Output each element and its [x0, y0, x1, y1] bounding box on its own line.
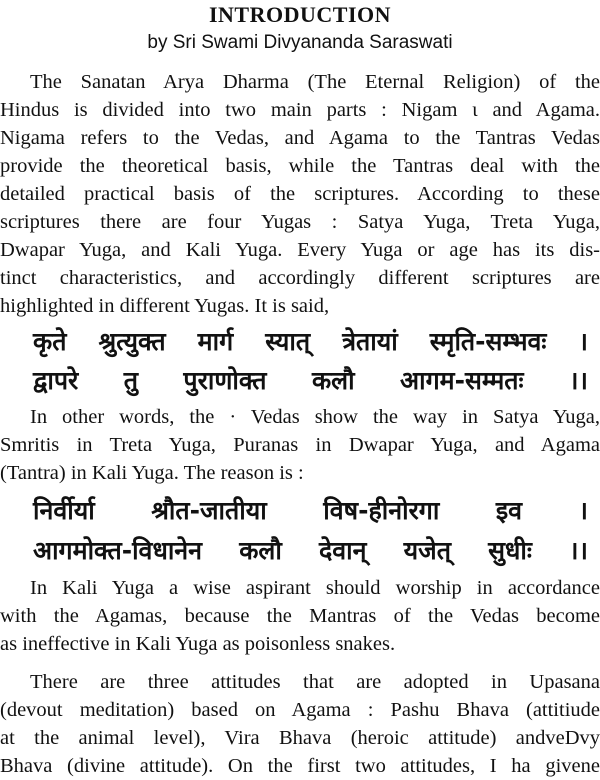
text-line: scriptures there are four Yugas : Satya Yuga, Treta Yuga,: [0, 211, 600, 233]
text-line: at the animal level), Vira Bhava (heroic attitude) andveDvy: [0, 727, 600, 749]
text-line: Smritis in Treta Yuga, Puranas in Dwapar Yuga, and Agama: [0, 434, 600, 456]
sanskrit-verse-line: कृते श्रुत्युक्त मार्ग स्यात् त्रेतायां स्मृति-सम्भवः ।: [33, 327, 588, 356]
text-line: with the Agamas, because the Mantras of the Vedas become: [0, 605, 600, 627]
text-line: In other words, the · Vedas show the way in Satya Yuga,: [30, 406, 600, 428]
text-line: Bhava (divine attitude). On the first two attitudes, I ha givene: [0, 755, 600, 777]
text-line: Nigama refers to the Vedas, and Agama to the Tantras Vedas: [0, 127, 600, 149]
text-line: Dwapar Yuga, and Kali Yuga. Every Yuga or age has its dis-: [0, 239, 600, 261]
text-line: as ineffective in Kali Yuga as poisonless snakes.: [0, 633, 396, 655]
text-line: highlighted in different Yugas. It is said,: [0, 295, 330, 317]
author-byline: by Sri Swami Divyananda Saraswati: [147, 32, 453, 53]
text-line: Hindus is divided into two main parts : Nigam ι and Agama.: [0, 99, 600, 121]
sanskrit-verse-line: द्वापरे तु पुराणोक्त कलौ आगम-सम्मतः ।।: [33, 366, 588, 395]
text-line: In Kali Yuga a wise aspirant should worship in accordance: [30, 577, 600, 599]
text-line: detailed practical basis of the scriptures. According to these: [0, 183, 600, 205]
sanskrit-verse-line: आगमोक्त-विधानेन कलौ देवान् यजेत् सुधीः ।।: [33, 536, 588, 565]
text-line: provide the theoretical basis, while the Tantras deal with the: [0, 155, 600, 177]
text-line: tinct characteristics, and accordingly different scriptures are: [0, 267, 600, 289]
page-title: INTRODUCTION: [208, 2, 392, 27]
sanskrit-verse-line: निर्वीर्या श्रौत-जातीया विष-हीनोरगा इव ।: [33, 496, 588, 525]
text-line: There are three attitudes that are adopted in Upasana: [30, 671, 600, 693]
text-line: (devout meditation) based on Agama : Pashu Bhava (attitiude: [0, 699, 600, 721]
text-line: (Tantra) in Kali Yuga. The reason is :: [0, 462, 304, 484]
text-line: The Sanatan Arya Dharma (The Eternal Religion) of the: [30, 71, 600, 93]
